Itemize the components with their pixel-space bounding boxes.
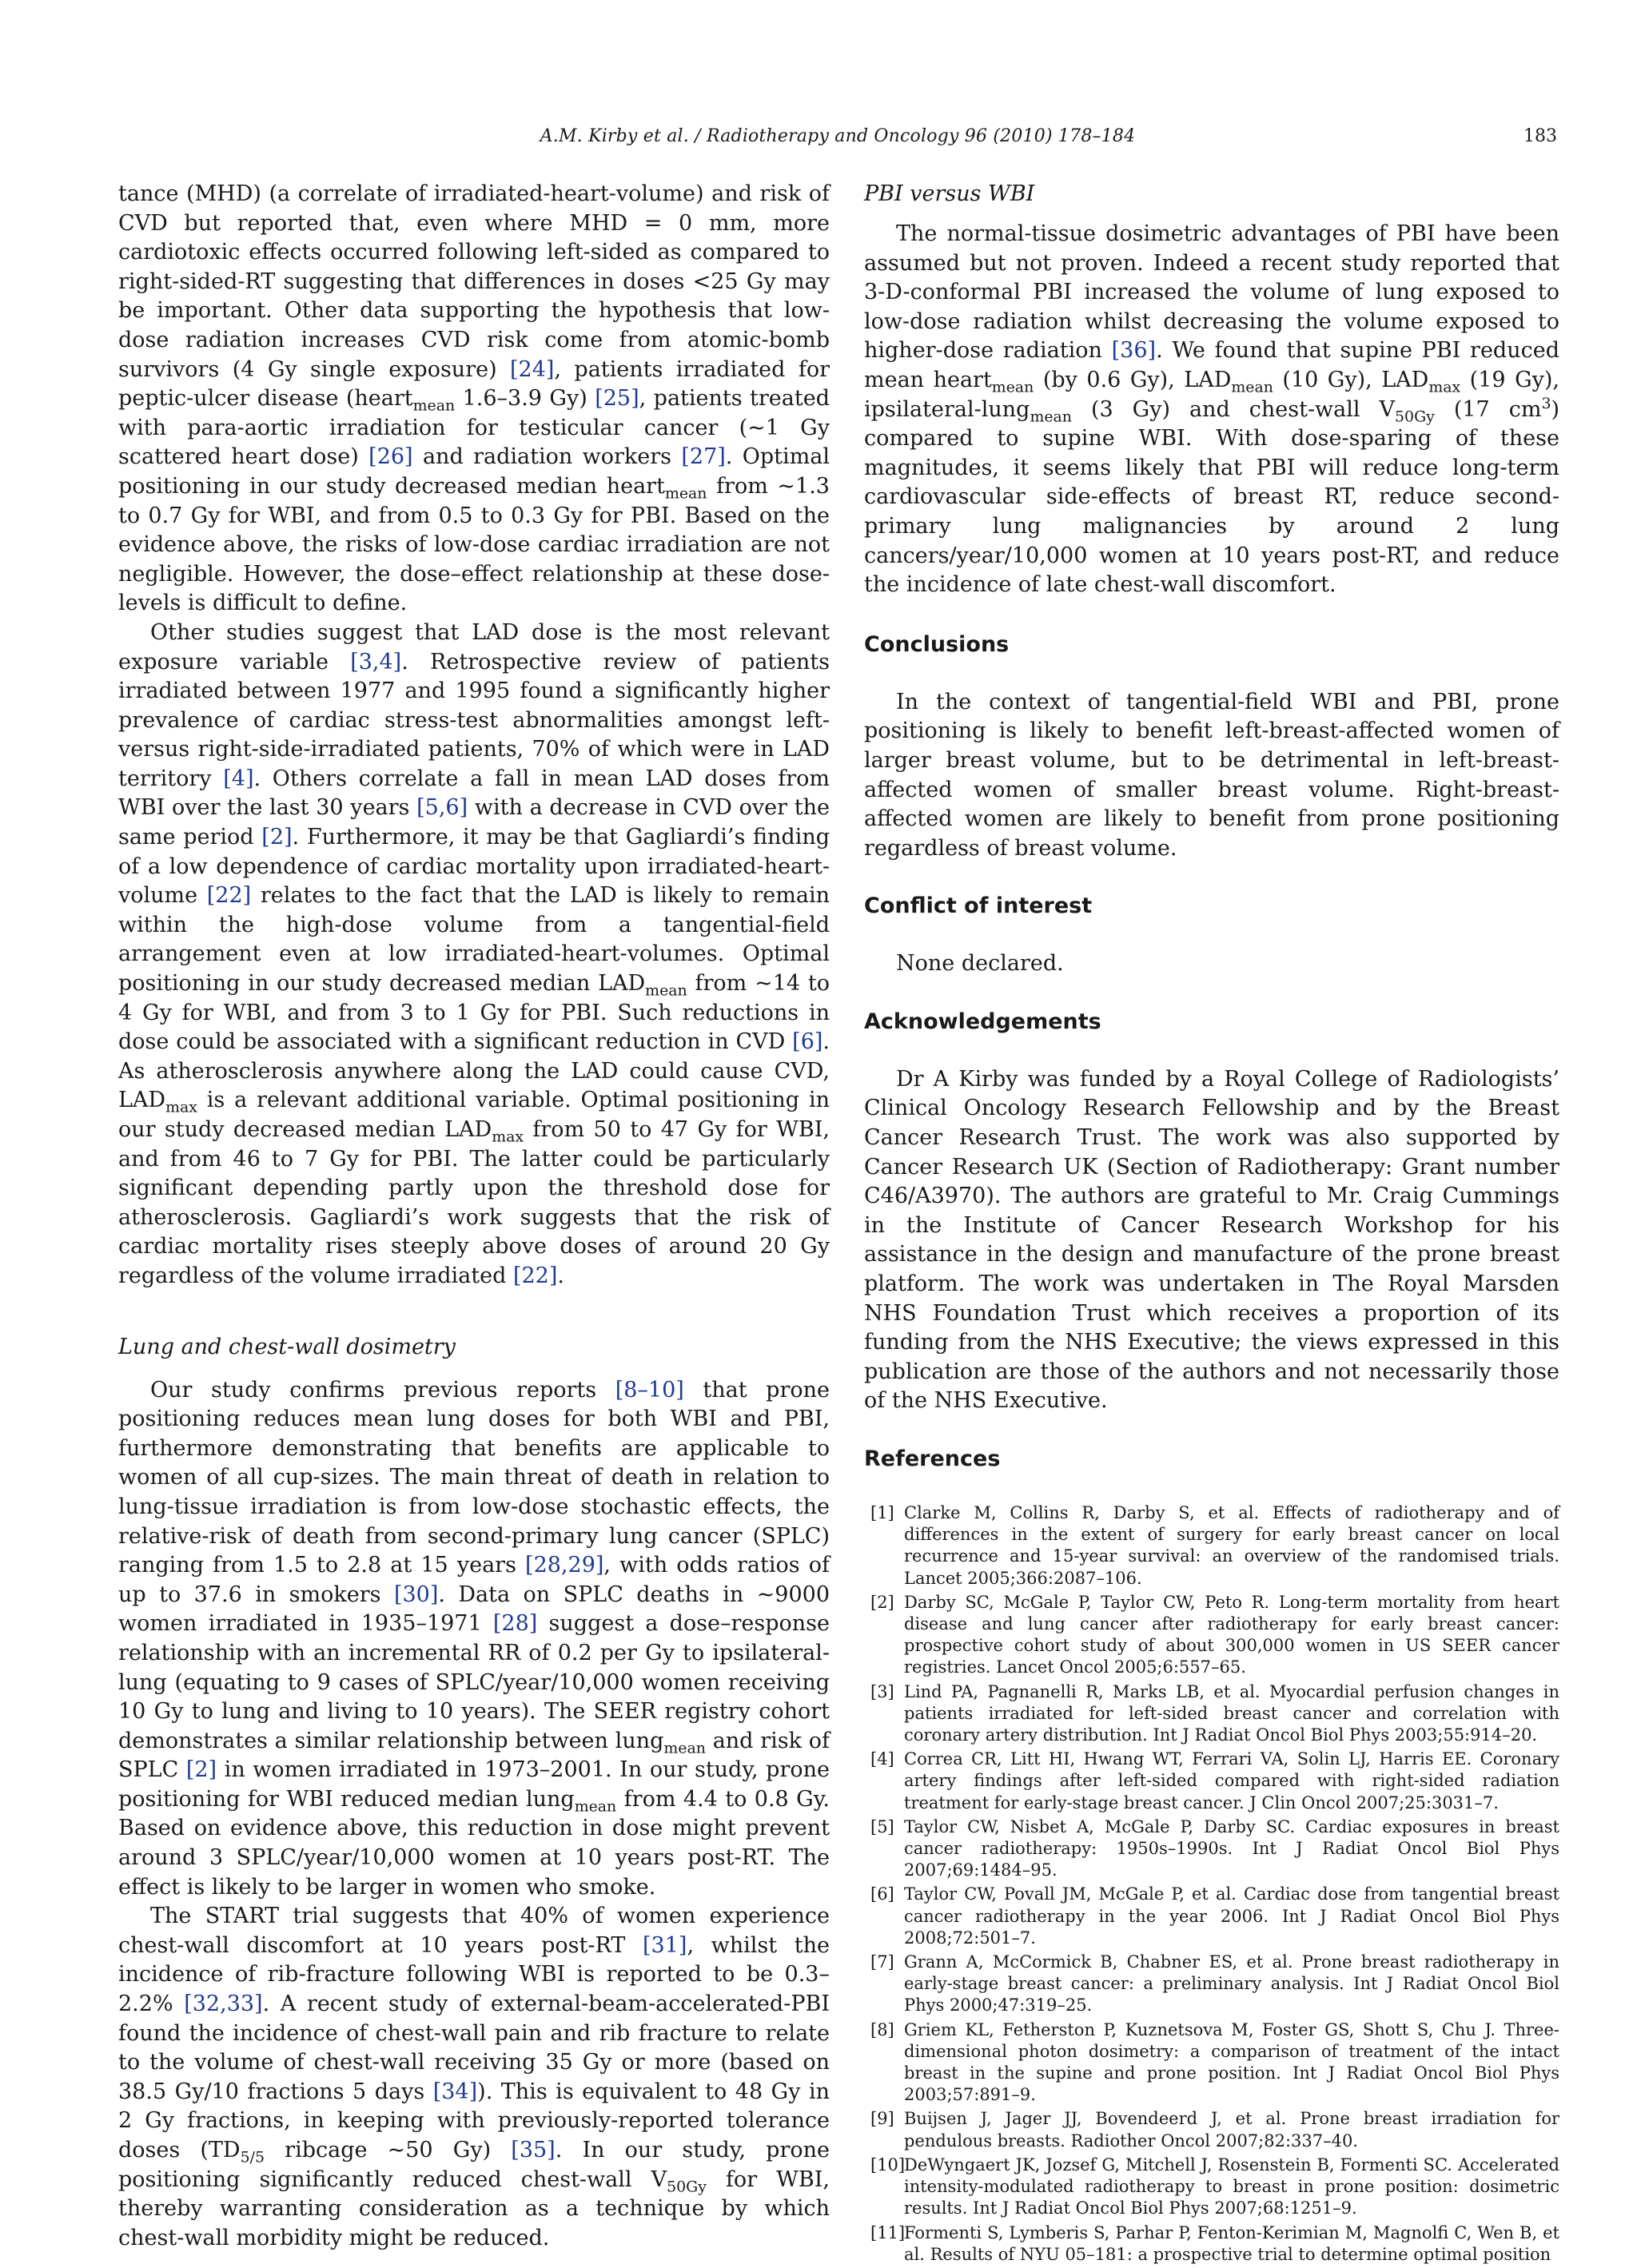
reference-text: Griem KL, Fetherston P, Kuznetsova M, Foster GS, Shott S, Chu J. Three-dimensional photon dosimetry: a comparison of treatment of the intact breast in the supine and prone position. Int J Radiat Oncol Biol Phys 2003;57:891–9.: [904, 2019, 1559, 2105]
reference-item: [864, 1502, 1559, 1590]
left-column: [118, 180, 830, 2253]
section-heading-conflict: Conflict of interest: [864, 893, 1093, 919]
section-heading-acknowledgements: Acknowledgements: [864, 1009, 1101, 1034]
running-head: A.M. Kirby et al. / Radiotherapy and Oncology 96 (2010) 178–184: [540, 126, 1136, 146]
citation-link[interactable]: [27]: [681, 444, 726, 470]
paragraph-conflict: None declared.: [896, 951, 1064, 977]
reference-item: [864, 1592, 1559, 1679]
citation-link[interactable]: [35]: [511, 2138, 556, 2163]
reference-item: [864, 2019, 1559, 2107]
reference-item: [864, 2222, 1559, 2266]
citation-link[interactable]: [34]: [432, 2079, 478, 2104]
citation-link[interactable]: [28,29]: [525, 1553, 604, 1578]
reference-text: Formenti S, Lymberis S, Parhar P, Fenton-Kerimian M, Magnolfi C, Wen B, et al. Results of NYU 05–181: a prospective trial to determine optimal position: [904, 2222, 1559, 2264]
reference-item: [864, 2155, 1559, 2220]
paragraph-acknowledgements: Dr A Kirby was funded by a Royal College of Radiologists’ Clinical Oncology Research Fellowship and by the Breast Cancer Research Trust. The work was also supported by Cancer Research UK (Section of Radiotherapy: Grant number C46/A3970). The authors are grateful to Mr. Craig Cummings in the Institute of Cancer Research Workshop for his assistance in the design and manufacture of the prone breast platform. The work was undertaken in The Royal Marsden NHS Foundation Trust which receives a proportion of its funding from the NHS Executive; the views expressed in this publication are those of the authors and not necessarily those of the NHS Executive.: [864, 1066, 1559, 1414]
citation-link[interactable]: [28]: [492, 1611, 538, 1637]
citation-link[interactable]: [36]: [1111, 338, 1157, 364]
reference-item: [864, 1749, 1559, 1814]
citation-link[interactable]: [26]: [368, 444, 413, 470]
reference-item: [864, 1884, 1559, 1949]
paragraph-conclusions: In the context of tangential-field WBI and PBI, prone positioning is likely to benefit left-breast-affected women of larger breast volume, but to be detrimental in left-breast-affected women of smaller breast volume. Right-breast-affected women are likely to benefit from prone positioning regardless of breast volume.: [864, 689, 1559, 861]
citation-link[interactable]: [24]: [510, 356, 555, 382]
citation-link[interactable]: [5,6]: [416, 795, 468, 821]
reference-text: Lind PA, Pagnanelli R, Marks LB, et al. Myocardial perfusion changes in patients irradiated for left-sided breast cancer and correlation with coronary artery distribution. Int J Radiat Oncol Biol Phys 2003;55:914–20.: [904, 1681, 1559, 1745]
page-number: 183: [1523, 126, 1557, 146]
citation-link[interactable]: [31]: [643, 1932, 687, 1958]
paragraph-heart-dose: tance (MHD) (a correlate of irradiated-heart-volume) and risk of CVD but reported that, even where MHD = 0 mm, more cardiotoxic effects occurred following left-sided as compared to right-sided-RT suggesting that differences in doses <25 Gy may be important. Other data supporting the hypothesis that low-dose radiation increases CVD risk come from atomic-bomb survivors (4 Gy single exposure) [24], patients irradiated for peptic-ulcer disease (heart$_{mean}$ 1.6–3.9 Gy) [25], patients treated with para-aortic irradiation for testicular cancer (~1 Gy scattered heart dose) [26] and radiation workers [27]. Optimal positioning in our study decreased median heart$_{mean}$ from ~1.3 to 0.7 Gy for WBI, and from 0.5 to 0.3 Gy for PBI. Based on the evidence above, the risks of low-dose cardiac irradiation are not negligible. However, the dose–effect relationship at these dose-levels is difficult to define.: [118, 181, 830, 616]
citation-link[interactable]: [2]: [185, 1757, 217, 1783]
reference-text: Darby SC, McGale P, Taylor CW, Peto R. Long-term mortality from heart disease and lung cancer after radiotherapy for early breast cancer: prospective cohort study of about 300,000 women in US SEER cancer registries. Lancet Oncol 2005;6:557–65.: [904, 1592, 1559, 1677]
section-heading-references: References: [864, 1446, 1001, 1471]
reference-text: Correa CR, Litt HI, Hwang WT, Ferrari VA, Solin LJ, Harris EE. Coronary artery findings after left-sided compared with right-sided radiation treatment for early-stage breast cancer. J Clin Oncol 2007;25:3031–7.: [904, 1749, 1559, 1812]
citation-link[interactable]: [30]: [393, 1582, 439, 1607]
reference-item: [864, 1952, 1559, 2017]
reference-list: [864, 1502, 1559, 2266]
subsection-heading-pbi: PBI versus WBI: [864, 181, 1035, 206]
section-heading-conclusions: Conclusions: [864, 631, 1010, 657]
reference-item: [864, 2108, 1559, 2151]
citation-link[interactable]: [2]: [261, 825, 293, 850]
citation-link[interactable]: [25]: [595, 386, 639, 412]
reference-number: [7]: [870, 1952, 894, 1972]
subsection-heading-lung: Lung and chest-wall dosimetry: [118, 1334, 456, 1359]
reference-text: DeWyngaert JK, Jozsef G, Mitchell J, Rosenstein B, Formenti SC. Accelerated intensity-modulated radiotherapy to breast in prone position: dosimetric results. Int J Radiat Oncol Biol Phys 2007;68:1251–9.: [904, 2155, 1559, 2218]
reference-number: [1]: [870, 1503, 894, 1522]
reference-number: [3]: [870, 1681, 894, 1701]
right-column: [864, 180, 1559, 2268]
reference-number: [9]: [870, 2109, 894, 2129]
paragraph-chest-wall: The START trial suggests that 40% of women experience chest-wall discomfort at 10 years post-RT [31], whilst the incidence of rib-fracture following WBI is reported to be 0.3–2.2% [32,33]. A recent study of external-beam-accelerated-PBI found the incidence of chest-wall pain and rib fracture to relate to the volume of chest-wall receiving 35 Gy or more (based on 38.5 Gy/10 fractions 5 days [34]). This is equivalent to 48 Gy in 2 Gy fractions, in keeping with previously-reported tolerance doses ($TD_{5/5}$ ribcage ~50 Gy) [35]. In our study, prone positioning significantly reduced chest-wall $V_{50Gy}$ for WBI, thereby warranting consideration as a technique by which chest-wall morbidity might be reduced.: [118, 1904, 830, 2250]
reference-number: [4]: [870, 1749, 894, 1769]
reference-text: Buijsen J, Jager JJ, Bovendeerd J, et al. Prone breast irradiation for pendulous breasts. Radiother Oncol 2007;82:337–40.: [904, 2109, 1559, 2151]
reference-text: Taylor CW, Povall JM, McGale P, et al. Cardiac dose from tangential breast cancer radiotherapy in the year 2006. Int J Radiat Oncol Biol Phys 2008;72:501–7.: [904, 1884, 1559, 1948]
paragraph-pbi-vs-wbi: The normal-tissue dosimetric advantages of PBI have been assumed but not proven. Indeed a recent study reported that 3-D-conformal PBI increased the volume of lung exposed to low-dose radiation whilst decreasing the volume exposed to higher-dose radiation [36]. We found that supine PBI reduced mean heart$_{mean}$ (by 0.6 Gy), $LAD_{mean}$ (10 Gy), $LAD_{max}$ (19 Gy), ipsilateral-lung$_{mean}$ (3 Gy) and chest-wall $V_{50Gy}$ (17 $cm^3$) compared to supine WBI. With dose-sparing of these magnitudes, it seems likely that PBI will reduce long-term cardiovascular side-effects of breast RT, reduce second-primary lung malignancies by around 2 lung cancers/year/10,000 women at 10 years post-RT, and reduce the incidence of late chest-wall discomfort.: [864, 221, 1560, 598]
citation-link[interactable]: [22]: [512, 1263, 558, 1288]
reference-item: [864, 1816, 1559, 1882]
reference-number: [8]: [870, 2019, 894, 2039]
citation-link[interactable]: [32,33]: [184, 1991, 263, 2017]
reference-number: [11]: [870, 2222, 906, 2242]
reference-number: [10]: [870, 2155, 906, 2174]
paragraph-lad-dose: Other studies suggest that LAD dose is the most relevant exposure variable [3,4]. Retrospective review of patients irradiated between 1977 and 1995 found a significantly higher prevalence of cardiac stress-test abnormalities amongst left- versus right-side-irradiated patients, 70% of which were in LAD territory [4]. Others correlate a fall in mean LAD doses from WBI over the last 30 years [5,6] with a decrease in CVD over the same period [2]. Furthermore, it may be that Gagliardi’s finding of a low dependence of cardiac mortality upon irradiated-heart-volume [22] relates to the fact that the LAD is likely to remain within the high-dose volume from a tangential-field arrangement even at low irradiated-heart-volumes. Optimal positioning in our study decreased median $LAD_{mean}$ from ~14 to 4 Gy for WBI, and from 3 to 1 Gy for PBI. Such reductions in dose could be associated with a significant reduction in CVD [6]. As atherosclerosis anywhere along the LAD could cause CVD, $LAD_{max}$ is a relevant additional variable. Optimal positioning in our study decreased median $LAD_{max}$ from 50 to 47 Gy for WBI, and from 46 to 7 Gy for PBI. The latter could be particularly significant depending partly upon the threshold dose for atherosclerosis. Gagliardi’s work suggests that the risk of cardiac mortality rises steeply above doses of around 20 Gy regardless of the volume irradiated [22].: [118, 619, 830, 1288]
citation-link[interactable]: [8–10]: [615, 1377, 684, 1403]
reference-item: [864, 1681, 1559, 1747]
reference-text: Grann A, McCormick B, Chabner ES, et al. Prone breast radiotherapy in early-stage breast cancer: a preliminary analysis. Int J Radiat Oncol Biol Phys 2000;47:319–25.: [904, 1952, 1559, 2015]
page-header: [118, 126, 1557, 158]
citation-link[interactable]: [4]: [223, 766, 254, 791]
reference-number: [2]: [870, 1592, 894, 1612]
reference-text: Clarke M, Collins R, Darby S, et al. Effects of radiotherapy and of differences in the extent of surgery for early breast cancer on local recurrence and 15-year survival: an overview of the randomised trials. Lancet 2005;366:2087–106.: [904, 1503, 1559, 1588]
citation-link[interactable]: [22]: [206, 883, 252, 909]
citation-link[interactable]: [3,4]: [350, 649, 402, 674]
reference-number: [5]: [870, 1816, 894, 1836]
citation-link[interactable]: [6]: [792, 1029, 823, 1055]
reference-text: Taylor CW, Nisbet A, McGale P, Darby SC. Cardiac exposures in breast cancer radiotherapy: 1950s–1990s. Int J Radiat Oncol Biol Phys 2007;69:1484–95.: [904, 1816, 1559, 1880]
reference-number: [6]: [870, 1884, 894, 1904]
paragraph-lung-dose: Our study confirms previous reports [8–10] that prone positioning reduces mean lung doses for both WBI and PBI, furthermore demonstrating that benefits are applicable to women of all cup-sizes. The main threat of death in relation to lung-tissue irradiation is from low-dose stochastic effects, the relative-risk of death from second-primary lung cancer (SPLC) ranging from 1.5 to 2.8 at 15 years [28,29], with odds ratios of up to 37.6 in smokers [30]. Data on SPLC deaths in ~9000 women irradiated in 1935–1971 [28] suggest a dose–response relationship with an incremental RR of 0.2 per Gy to ipsilateral-lung (equating to 9 cases of SPLC/year/10,000 women receiving 10 Gy to lung and living to 10 years). The SEER registry cohort demonstrates a similar relationship between lung$_{mean}$ and risk of SPLC [2] in women irradiated in 1973–2001. In our study, prone positioning for WBI reduced median lung$_{mean}$ from 4.4 to 0.8 Gy. Based on evidence above, this reduction in dose might prevent around 3 SPLC/year/10,000 women at 10 years post-RT. The effect is likely to be larger in women who smoke.: [118, 1377, 830, 1900]
